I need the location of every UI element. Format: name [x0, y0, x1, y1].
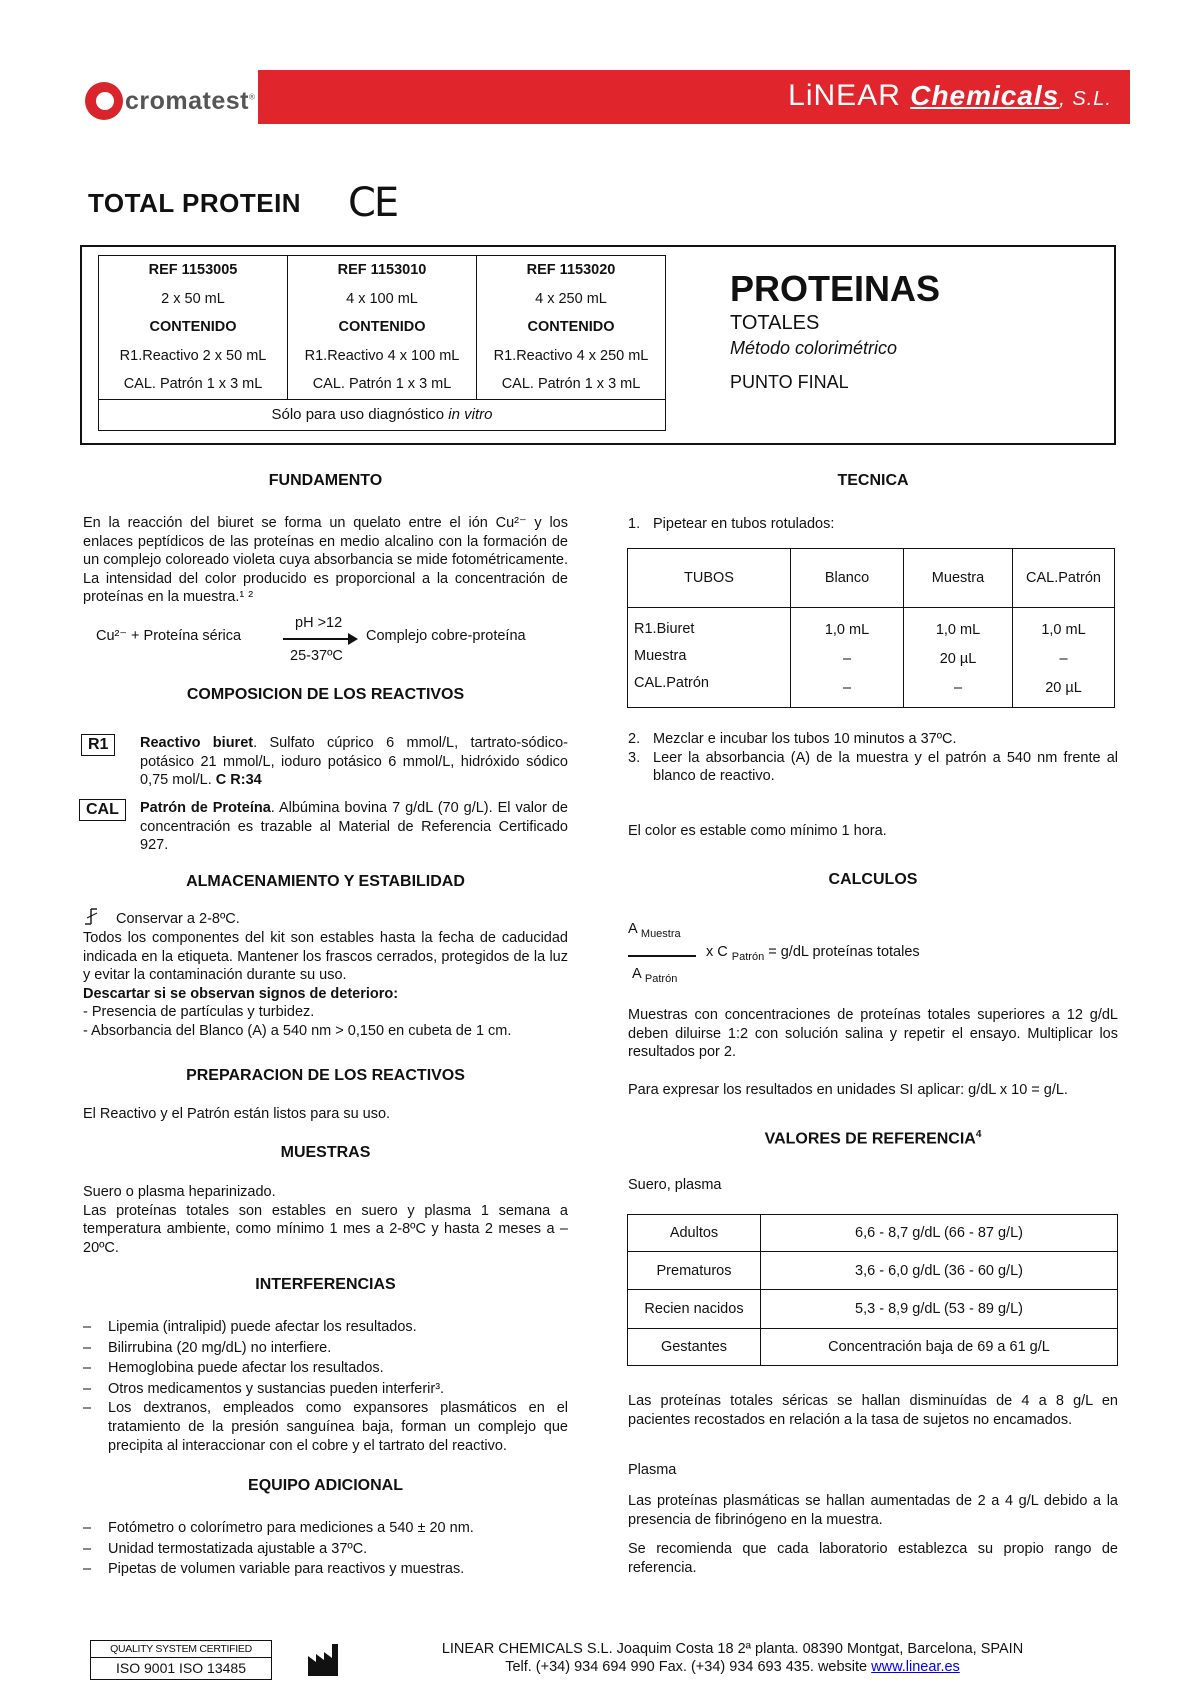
list-item: – Bilirrubina (20 mg/dL) no interfiere. — [83, 1338, 568, 1359]
fraction-bar — [628, 955, 696, 957]
ref-number: REF 1153005 — [148, 262, 238, 278]
table-row: Gestantes Concentración baja de 69 a 61 g/L — [628, 1329, 1118, 1366]
r1-tag: R1 — [81, 734, 115, 756]
footer-address — [365, 1640, 1100, 1676]
linear-brand: LiNEAR — [788, 79, 901, 112]
ref-number: REF 1153020 — [526, 262, 616, 278]
descartar-item: - Absorbancia del Blanco (A) a 540 nm > 0,150 en cubeta de 1 cm. — [83, 1022, 512, 1039]
ref-contenido: CONTENIDO — [149, 319, 237, 335]
linear-logo — [788, 79, 1112, 113]
tecnica-step-1 — [628, 515, 1118, 534]
equation-condition-temp: 25-37ºC — [290, 648, 343, 664]
ref-r1: R1.Reactivo 4 x 100 mL — [304, 347, 460, 364]
valores-plasma: Plasma — [628, 1462, 677, 1478]
list-item: 2. Mezclar e incubar los tubos 10 minutos a 37ºC. — [628, 731, 957, 747]
equation-left: Cu²⁻ + Proteína sérica — [96, 628, 242, 644]
valores-heading: VALORES DE REFERENCIA$^4$ — [764, 1129, 982, 1148]
tecnica-heading: TECNICA — [837, 472, 909, 489]
list-item: 3. Leer la absorbancia (A) de la muestra y el patrón a 540 nm frente al blanco de reactivo. — [628, 749, 1118, 784]
diagnostic-note: Sólo para uso diagnóstico in vitro — [99, 399, 666, 430]
equipo-heading: EQUIPO ADICIONAL — [248, 1477, 403, 1494]
list-item: – Lipemia (intralipid) puede afectar los resultados. — [83, 1317, 568, 1338]
calculos-text: Muestras con concentraciones de proteínas totales superiores a 12 g/dL deben diluirse 1:2 con solución salina y repetir el ensayo. Multiplicar los resultados por 2. — [628, 1007, 1118, 1060]
table-row: R1.Biuret Muestra CAL.Patrón 1,0 mL – – 1,0 mL 20 µL – 1,0 mL – 20 µL — [628, 608, 1115, 708]
interferencias-list — [83, 1317, 568, 1456]
page-title: TOTAL PROTEIN — [88, 188, 302, 218]
linear-sl: , S.L. — [1059, 88, 1112, 110]
valores-text-2: Las proteínas plasmáticas se hallan aumentadas de 2 a 4 g/L debido a la presencia de fibrinógeno en la muestra. — [628, 1493, 1118, 1528]
equation-condition-ph: pH >12 — [295, 615, 343, 631]
ref-number: REF 1153010 — [337, 262, 427, 278]
manufacturer-icon — [308, 1644, 344, 1676]
quality-certificate-box — [90, 1640, 272, 1680]
equation-right: Complejo cobre-proteína — [366, 628, 526, 644]
calc-denominator: A $_{Patrón}$ — [632, 966, 678, 985]
product-method: Método colorimétrico — [730, 338, 898, 358]
calc-numerator: A $_{Muestra}$ — [628, 921, 681, 940]
ref-contenido: CONTENIDO — [527, 319, 615, 335]
table-row: Recien nacidos 5,3 - 8,9 g/dL (53 - 89 g/L) — [628, 1290, 1118, 1329]
ref-r1: R1.Reactivo 4 x 250 mL — [493, 347, 649, 364]
ref-size: 4 x 250 mL — [535, 290, 607, 307]
ref-cell-2 — [288, 256, 477, 400]
muestras-heading: MUESTRAS — [280, 1144, 371, 1161]
quality-label: QUALITY SYSTEM CERTIFIED — [91, 1641, 271, 1658]
website-link[interactable]: www.linear.es — [871, 1659, 960, 1675]
product-final: PUNTO FINAL — [730, 372, 849, 392]
list-item: 1. Pipetear en tubos rotulados: — [628, 516, 835, 532]
table-row: Adultos 6,6 - 8,7 g/dL (66 - 87 g/L) — [628, 1215, 1118, 1252]
registered-mark: ® — [249, 92, 256, 102]
almacenamiento-heading: ALMACENAMIENTO Y ESTABILIDAD — [186, 873, 465, 890]
list-item: – Unidad termostatizada ajustable a 37ºC. — [83, 1539, 568, 1560]
ce-mark-icon: CE — [348, 180, 398, 226]
ref-cal: CAL. Patrón 1 x 3 mL — [312, 376, 452, 392]
list-item: – Pipetas de volumen variable para reactivos y muestras. — [83, 1559, 568, 1580]
ref-size: 2 x 50 mL — [161, 290, 225, 307]
ref-contenido: CONTENIDO — [338, 319, 426, 335]
preparacion-heading: PREPARACION DE LOS REACTIVOS — [186, 1067, 465, 1084]
table-row: Prematuros 3,6 - 6,0 g/dL (36 - 60 g/L) — [628, 1252, 1118, 1290]
iso-label: ISO 9001 ISO 13485 — [116, 1660, 246, 1676]
ref-r1: R1.Reactivo 2 x 50 mL — [119, 347, 267, 364]
product-sub: TOTALES — [730, 312, 820, 334]
ref-table — [98, 255, 666, 431]
cromatest-c-icon — [85, 82, 123, 120]
tecnica-steps — [628, 730, 1118, 786]
valores-suero: Suero, plasma — [628, 1177, 722, 1193]
composicion-heading: COMPOSICION DE LOS REACTIVOS — [186, 686, 465, 703]
interferencias-heading: INTERFERENCIAS — [255, 1276, 396, 1293]
product-name: PROTEINAS — [730, 268, 941, 309]
ref-cal: CAL. Patrón 1 x 3 mL — [123, 376, 263, 392]
cromatest-logo — [85, 80, 255, 122]
preparacion-text: El Reactivo y el Patrón están listos para su uso. — [83, 1106, 391, 1122]
list-item: – Los dextranos, empleados como expansores plasmáticos en el tratamiento de la presión sanguínea baja, forman un complejo que precipita al interaccionar con el cobre y el tartrato del reactivo. — [83, 1399, 568, 1456]
almacenamiento-text: Todos los componentes del kit son estables hasta la fecha de caducidad indicada en la etiqueta. Mantener los frascos cerrados, protegidos de la luz y evitar la contaminación durante su uso. Descartar si se observan signos de deterioro: - Presencia de partículas y turbidez. - Absorbancia del Blanco (A) a 540 nm > 0,150 en cubeta de 1 cm. — [83, 930, 568, 1039]
cromatest-brand: cromatest — [125, 86, 249, 115]
list-item: – Hemoglobina puede afectar los resultados. — [83, 1358, 568, 1379]
muestras-text: Suero o plasma heparinizado. Las proteínas totales son estables en suero y plasma 1 semana a temperatura ambiente, como mínimo 1 mes a 2-8ºC y hasta 2 meses a –20ºC. — [83, 1184, 568, 1256]
valores-text-3: Se recomienda que cada laboratorio establezca su propio rango de referencia. — [628, 1541, 1118, 1576]
linear-chemicals: Chemicals — [910, 80, 1060, 111]
conservar-text: Conservar a 2-8ºC. — [116, 911, 240, 927]
list-item: – Otros medicamentos y sustancias pueden interferir³. — [83, 1379, 568, 1400]
fundamento-heading: FUNDAMENTO — [268, 472, 383, 489]
fundamento-text: En la reacción del biuret se forma un quelato entre el ión Cu²⁻ y los enlaces peptídicos de las proteínas en medio alcalino con la formación de un complejo coloreado violeta cuya absorbancia se mide fotométricamente. La intensidad del color producido es proporcional a la concentración de proteínas en la muestra.¹ ² — [83, 515, 568, 605]
descartar-item: - Presencia de partículas y turbidez. — [83, 1004, 315, 1020]
cal-description: Patrón de Proteína. Albúmina bovina 7 g/dL (70 g/L). El valor de concentración es trazable al Material de Referencia Certificado 927. — [140, 800, 568, 853]
reaction-arrowhead-icon — [348, 633, 358, 645]
ref-cell-3 — [477, 256, 666, 400]
color-stability-text: El color es estable como mínimo 1 hora. — [628, 823, 887, 839]
equipo-list — [83, 1518, 568, 1580]
calculos-si-text: Para expresar los resultados en unidades SI aplicar: g/dL x 10 = g/L. — [628, 1082, 1068, 1098]
calculos-heading: CALCULOS — [828, 871, 918, 888]
thermometer-icon — [85, 906, 107, 926]
r1-description: Reactivo biuret. Sulfato cúprico 6 mmol/L, tartrato-sódico-potásico 21 mmol/L, ioduro potásico 6 mmol/L, hidróxido sódico 0,75 mol/L. C R:34 — [140, 735, 568, 788]
valores-table — [627, 1214, 1118, 1366]
calc-formula: x C $_{Patrón}$ = g/dL proteínas totales — [706, 944, 920, 963]
ref-cell-1 — [99, 256, 288, 400]
ref-size: 4 x 100 mL — [346, 290, 418, 307]
descartar-text: Descartar si se observan signos de deterioro: — [83, 985, 399, 1002]
footer-line-2: Telf. (+34) 934 694 990 Fax. (+34) 934 693 435. website www.linear.es — [505, 1659, 960, 1675]
tecnica-table — [627, 548, 1115, 708]
reaction-arrow-icon — [283, 638, 351, 640]
ref-cal: CAL. Patrón 1 x 3 mL — [501, 376, 641, 392]
valores-text-1: Las proteínas totales séricas se hallan disminuídas de 4 a 8 g/L en pacientes recostados en relación a la tasa de sujetos no encamados. — [628, 1393, 1118, 1428]
cal-tag: CAL — [79, 799, 126, 821]
list-item: – Fotómetro o colorímetro para mediciones a 540 ± 20 nm. — [83, 1518, 568, 1539]
table-header-row: TUBOS Blanco Muestra CAL.Patrón — [628, 549, 1115, 608]
footer-line-1: LINEAR CHEMICALS S.L. Joaquim Costa 18 2ª planta. 08390 Montgat, Barcelona, SPAIN — [441, 1641, 1024, 1657]
linear-brand-bar — [258, 70, 1130, 124]
